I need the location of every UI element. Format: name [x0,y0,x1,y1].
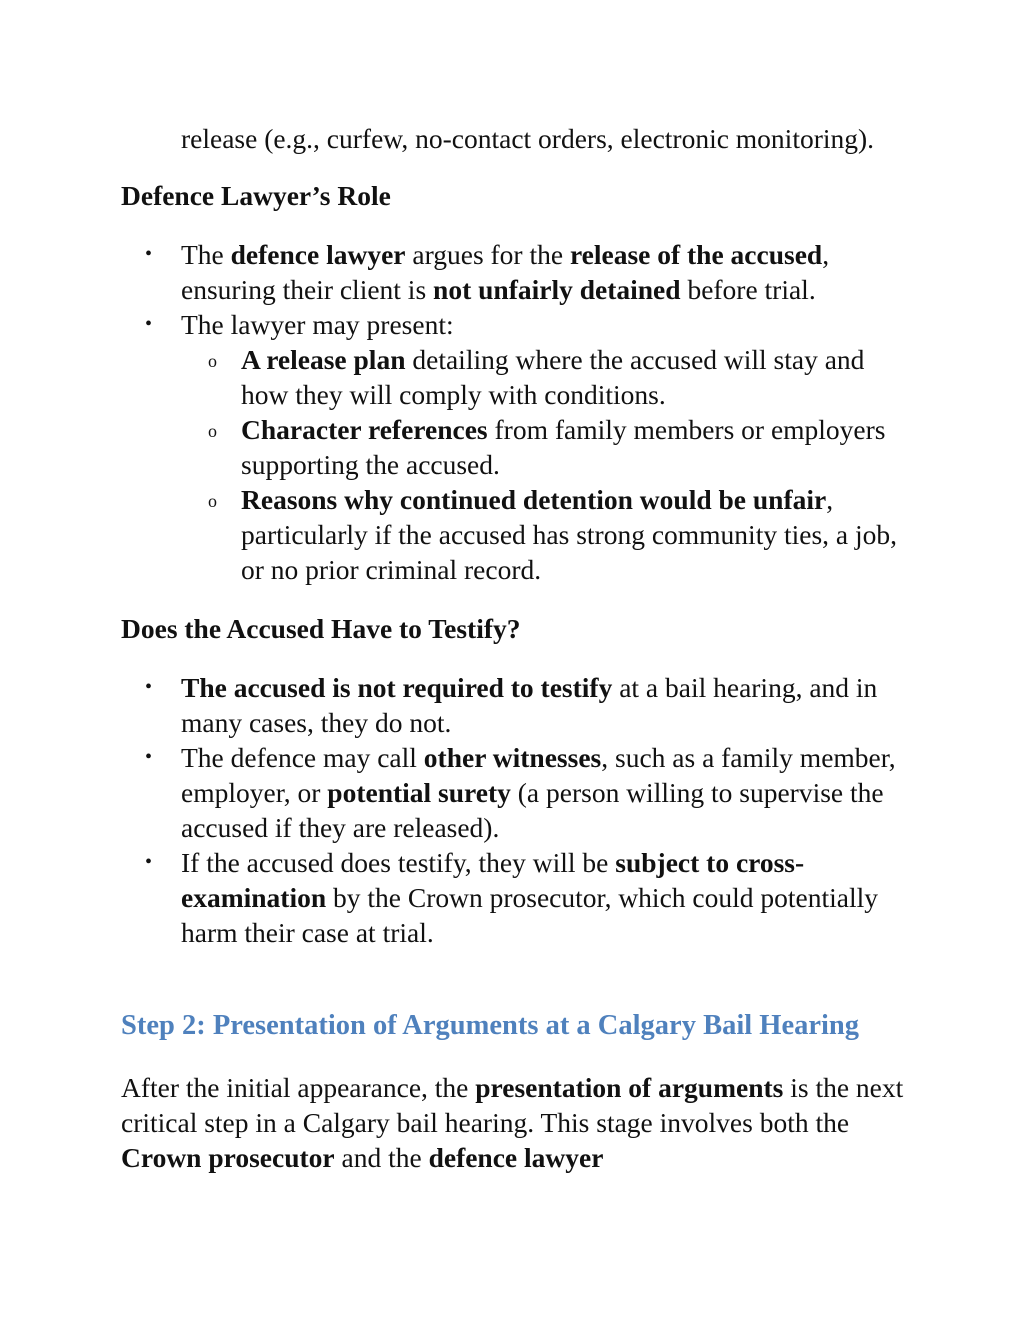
sublist-item: o A release plan detailing where the accused will stay and how they will comply with conditions. [208,344,865,410]
list-item: • The accused is not required to testify at a bail hearing, and in many cases, they do not. [145,672,878,738]
bullet-icon: • [145,313,153,335]
sublist-item: o Reasons why continued detention would be unfair, particularly if the accused has strong community ties, a job, or no prior criminal record. [208,484,897,585]
list-item: • The defence may call other witnesses, such as a family member, employer, or potential surety (a person willing to supervise the accused if they are released). [145,742,896,843]
bullet-icon: • [145,746,153,768]
circle-bullet-icon: o [208,421,217,441]
circle-bullet-icon: o [208,491,217,511]
list-item: • If the accused does testify, they will be subject to cross-examination by the Crown prosecutor, which could potentially harm their case at trial. [145,847,878,948]
heading-defence-lawyers-role: Defence Lawyer’s Role [121,180,391,211]
list-item: • The lawyer may present: o A release plan detailing where the accused will stay and how they will comply with conditions. o Character references from family members or employers supporting the accused. o Reasons why continued detention would be unfair, particularly if the accused has strong community ties, a job, or no prior criminal record. [121,307,911,587]
heading-step-2: Step 2: Presentation of Arguments at a Calgary Bail Hearing [121,1010,860,1041]
bullet-icon: • [145,676,153,698]
bullet-icon: • [145,243,153,265]
document-body [121,121,911,1175]
defence-role-list [121,237,911,587]
continued-text: release (e.g., curfew, no-contact orders, electronic monitoring). [181,123,875,154]
heading-accused-testify: Does the Accused Have to Testify? [121,613,521,644]
present-sublist [181,342,911,587]
body-paragraph: After the initial appearance, the presentation of arguments is the next critical step in a Calgary bail hearing. This stage involves both the Crown prosecutor and the defence lawyer [121,1072,904,1173]
circle-bullet-icon: o [208,351,217,371]
list-item: • The defence lawyer argues for the release of the accused, ensuring their client is not unfairly detained before trial. [145,239,830,305]
sublist-item: o Character references from family members or employers supporting the accused. [208,414,886,480]
bullet-icon: • [145,851,153,873]
testify-list [121,670,911,950]
